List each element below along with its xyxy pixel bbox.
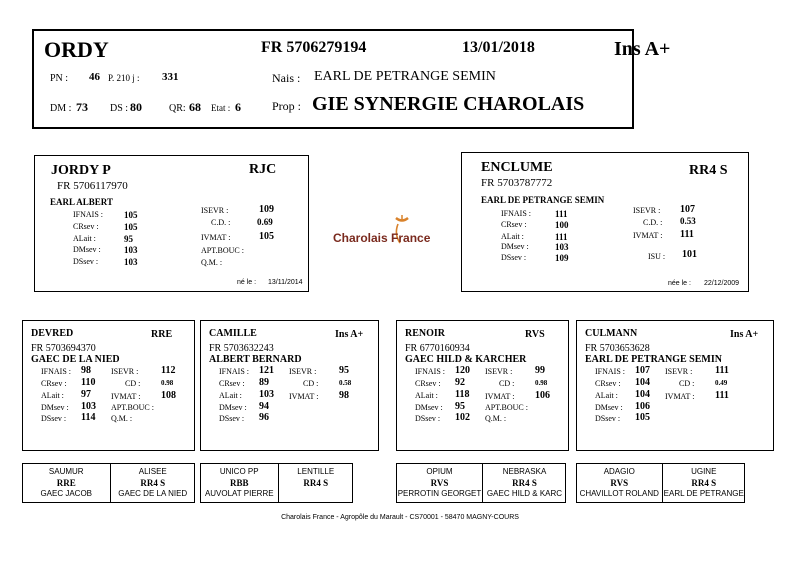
grandparent-ifnais-label: IFNAIS : <box>41 367 72 376</box>
pn-value: 46 <box>89 71 100 83</box>
sire-aptbouc-label: APT.BOUC : <box>201 246 244 255</box>
great-grandparent-grade: RR4 S <box>512 478 537 488</box>
grandparent-dmsev: 94 <box>259 401 269 412</box>
sire-dssev-label: DSsev : <box>73 257 99 266</box>
great-grandparent-grade: RVS <box>430 478 449 488</box>
pn-label: PN : <box>50 73 69 84</box>
grandparent-dmsev: 95 <box>455 401 465 412</box>
grandparent-qm-label: Q.M. : <box>111 414 133 423</box>
p210-label: P. 210 j : <box>108 73 140 83</box>
grandparent-card <box>22 320 195 451</box>
grandparent-alait: 118 <box>455 389 470 400</box>
grandparent-dmsev: 106 <box>635 401 650 412</box>
grandparent-name: DEVRED <box>31 328 74 339</box>
grandparent-isevr-label: ISEVR : <box>289 367 317 376</box>
sire-birth-date: 13/11/2014 <box>268 279 303 286</box>
great-grandparent-grade: RRE <box>56 478 76 488</box>
grandparent-dssev: 114 <box>81 412 96 423</box>
dam-cd: 0.53 <box>680 216 696 226</box>
dam-isevr-label: ISEVR : <box>633 206 661 215</box>
grandparent-alait-label: ALait : <box>415 391 438 400</box>
grandparent-cd-label: CD : <box>679 379 695 388</box>
sire-ivmat: 105 <box>259 231 274 242</box>
grandparent-crsev-label: CRsev : <box>595 379 621 388</box>
grandparent-alait-label: ALait : <box>595 391 618 400</box>
charolais-france-logo <box>330 210 450 250</box>
grandparent-aptbouc-label: APT.BOUC : <box>111 403 154 412</box>
grandparent-grade: Ins A+ <box>335 329 364 340</box>
grandparent-isevr: 95 <box>339 365 349 376</box>
grandparent-crsev: 104 <box>635 377 650 388</box>
sire-dssev: 103 <box>124 257 138 267</box>
sire-dmsev: 103 <box>124 245 138 255</box>
grandparent-dmsev-label: DMsev : <box>41 403 69 412</box>
great-grandparent-breeder: EARL DE PETRANGE <box>663 489 744 498</box>
sire-crsev-label: CRsev : <box>73 222 99 231</box>
great-grandparent-name: SAUMUR <box>48 467 84 476</box>
sire-grade: RJC <box>249 162 277 177</box>
great-grandparent-pair <box>576 463 745 503</box>
grandparent-crsev-label: CRsev : <box>415 379 441 388</box>
dam-breeder: EARL DE PETRANGE SEMIN <box>481 195 605 205</box>
great-grandparent <box>482 464 567 502</box>
great-grandparent <box>577 464 662 502</box>
etat-label: Etat : <box>211 103 231 113</box>
animal-grade: Ins A+ <box>614 38 671 60</box>
dam-ivmat: 111 <box>680 229 694 240</box>
grandparent-breeder: ALBERT BERNARD <box>209 354 302 365</box>
great-grandparent-name: OPIUM <box>426 467 453 476</box>
sire-card <box>34 155 309 292</box>
grandparent-isevr-label: ISEVR : <box>665 367 693 376</box>
sire-ifnais-label: IFNAIS : <box>73 210 104 219</box>
sire-isevr-label: ISEVR : <box>201 206 229 215</box>
grandparent-aptbouc-label: APT.BOUC : <box>485 403 528 412</box>
grandparent-dssev: 102 <box>455 412 470 423</box>
dam-dssev: 109 <box>555 253 569 263</box>
ds-label: DS : <box>110 103 129 114</box>
grandparent-crsev: 89 <box>259 377 269 388</box>
great-grandparent-name: UGINE <box>691 467 717 476</box>
great-grandparent-name: NEBRASKA <box>502 467 547 476</box>
great-grandparent <box>110 464 197 502</box>
grandparent-id: FR 6770160934 <box>405 343 470 354</box>
sire-id: FR 5706117970 <box>57 180 128 192</box>
footer-address: Charolais France - Agropôle du Marault - CS70001 - 58470 MAGNY-COURS <box>281 514 519 521</box>
sire-crsev: 105 <box>124 222 138 232</box>
grandparent-ivmat-label: IVMAT : <box>289 392 319 401</box>
dam-crsev-label: CRsev : <box>501 220 527 229</box>
sire-cd-label: C.D. : <box>211 218 231 227</box>
grandparent-card <box>576 320 774 451</box>
great-grandparent-grade: RR4 S <box>140 478 166 488</box>
grandparent-ifnais-label: IFNAIS : <box>219 367 250 376</box>
grandparent-ivmat: 98 <box>339 390 349 401</box>
grandparent-cd: 0.49 <box>715 379 728 387</box>
great-grandparent-grade: RBB <box>229 478 249 488</box>
dam-ifnais: 111 <box>555 209 568 219</box>
grandparent-dssev-label: DSsev : <box>219 414 245 423</box>
great-grandparent-name: ALISEE <box>138 467 167 476</box>
sire-ivmat-label: IVMAT : <box>201 233 231 242</box>
great-grandparent-grade: RR4 S <box>303 478 329 488</box>
grandparent-crsev: 110 <box>81 377 96 388</box>
great-grandparent <box>23 464 110 502</box>
grandparent-id: FR 5703632243 <box>209 343 274 354</box>
sire-cd: 0.69 <box>257 217 273 227</box>
great-grandparent-pair <box>200 463 353 503</box>
sire-qm-label: Q.M. : <box>201 258 223 267</box>
great-grandparent-name: UNICO PP <box>219 467 259 476</box>
grandparent-card <box>396 320 569 451</box>
grandparent-alait-label: ALait : <box>219 391 242 400</box>
grandparent-ivmat: 108 <box>161 390 176 401</box>
grandparent-dmsev-label: DMsev : <box>415 403 443 412</box>
great-grandparent-pair <box>396 463 566 503</box>
grandparent-ifnais-label: IFNAIS : <box>415 367 446 376</box>
sire-name: JORDY P <box>51 163 111 178</box>
p210-value: 331 <box>162 71 179 83</box>
grandparent-ivmat-label: IVMAT : <box>665 392 695 401</box>
grandparent-ifnais: 120 <box>455 365 470 376</box>
grandparent-dssev-label: DSsev : <box>415 414 441 423</box>
great-grandparent-breeder: CHAVILLOT ROLAND <box>579 489 659 498</box>
grandparent-ifnais-label: IFNAIS : <box>595 367 626 376</box>
great-grandparent-breeder: GAEC DE LA NIED <box>118 489 188 498</box>
ds-value: 80 <box>130 100 142 114</box>
dam-dssev-label: DSsev : <box>501 253 527 262</box>
grandparent-alait: 97 <box>81 389 91 400</box>
animal-name: ORDY <box>44 37 109 62</box>
prop-value: GIE SYNERGIE CHAROLAIS <box>312 93 585 115</box>
dm-label: DM : <box>50 103 72 114</box>
grandparent-dssev-label: DSsev : <box>595 414 621 423</box>
great-grandparent-breeder: GAEC JACOB <box>40 489 93 498</box>
grandparent-cd: 0.58 <box>339 379 352 387</box>
grandparent-card <box>200 320 379 451</box>
sire-isevr: 109 <box>259 204 274 215</box>
grandparent-ivmat: 111 <box>715 390 729 401</box>
dam-isu: 101 <box>682 249 697 260</box>
grandparent-grade: RRE <box>151 329 173 340</box>
dam-dmsev-label: DMsev : <box>501 242 529 251</box>
grandparent-breeder: GAEC HILD & KARCHER <box>405 354 527 365</box>
sire-ifnais: 105 <box>124 210 138 220</box>
dam-birth-date: 22/12/2009 <box>704 280 740 287</box>
great-grandparent-pair <box>22 463 195 503</box>
logo-text: Charolais France <box>333 231 431 245</box>
grandparent-crsev: 92 <box>455 377 465 388</box>
grandparent-name: CAMILLE <box>209 328 257 339</box>
great-grandparent-name: ADAGIO <box>603 467 635 476</box>
grandparent-breeder: GAEC DE LA NIED <box>31 354 120 365</box>
grandparent-alait: 103 <box>259 389 274 400</box>
great-grandparent-grade: RVS <box>610 478 629 488</box>
grandparent-ifnais: 107 <box>635 365 650 376</box>
great-grandparent <box>278 464 355 502</box>
grandparent-grade: Ins A+ <box>730 329 759 340</box>
sire-breeder: EARL ALBERT <box>50 197 113 207</box>
dam-alait-label: ALait : <box>501 232 524 241</box>
dam-birth-label: née le : <box>668 280 691 287</box>
grandparent-grade: RVS <box>525 329 545 340</box>
grandparent-alait-label: ALait : <box>41 391 64 400</box>
dam-grade: RR4 S <box>689 163 728 178</box>
qr-value: 68 <box>189 100 201 114</box>
grandparent-crsev-label: CRsev : <box>41 379 67 388</box>
prop-label: Prop : <box>272 99 302 113</box>
grandparent-breeder: EARL DE PETRANGE SEMIN <box>585 354 722 365</box>
great-grandparent <box>201 464 278 502</box>
dam-dmsev: 103 <box>555 242 569 252</box>
grandparent-cd-label: CD : <box>499 379 515 388</box>
sire-alait-label: ALait : <box>73 234 96 243</box>
grandparent-isevr: 111 <box>715 365 729 376</box>
animal-header <box>32 29 671 129</box>
dam-isu-label: ISU : <box>648 252 666 261</box>
dam-ivmat-label: IVMAT : <box>633 231 663 240</box>
grandparent-alait: 104 <box>635 389 650 400</box>
dam-crsev: 100 <box>555 220 569 230</box>
grandparent-name: CULMANN <box>585 328 638 339</box>
grandparent-id: FR 5703694370 <box>31 343 96 354</box>
great-grandparent-breeder: GAEC HILD & KARC <box>486 489 563 498</box>
nais-label: Nais : <box>272 71 301 85</box>
etat-value: 6 <box>235 100 241 114</box>
great-grandparent-breeder: AUVOLAT PIERRE <box>204 489 274 498</box>
sire-dmsev-label: DMsev : <box>73 245 101 254</box>
grandparent-ifnais: 121 <box>259 365 274 376</box>
sire-birth-label: né le : <box>237 279 257 286</box>
dam-alait: 111 <box>555 232 568 242</box>
grandparent-isevr: 99 <box>535 365 545 376</box>
grandparent-cd-label: CD : <box>125 379 141 388</box>
grandparent-ifnais: 98 <box>81 365 91 376</box>
nais-value: EARL DE PETRANGE SEMIN <box>314 69 496 84</box>
great-grandparent-breeder: PERROTIN GEORGET <box>397 489 482 498</box>
grandparent-ivmat: 106 <box>535 390 550 401</box>
animal-date: 13/01/2018 <box>462 39 535 56</box>
dam-name: ENCLUME <box>481 160 553 175</box>
sire-alait: 95 <box>124 234 133 244</box>
dam-card <box>461 152 749 292</box>
great-grandparent-grade: RR4 S <box>691 478 717 488</box>
great-grandparent <box>397 464 482 502</box>
great-grandparent <box>662 464 747 502</box>
grandparent-dmsev-label: DMsev : <box>219 403 247 412</box>
grandparent-dmsev-label: DMsev : <box>595 403 623 412</box>
grandparent-name: RENOIR <box>405 328 446 339</box>
grandparent-isevr-label: ISEVR : <box>485 367 513 376</box>
dam-isevr: 107 <box>680 204 695 215</box>
grandparent-dssev: 96 <box>259 412 269 423</box>
grandparent-isevr-label: ISEVR : <box>111 367 139 376</box>
grandparent-ivmat-label: IVMAT : <box>111 392 141 401</box>
grandparent-dssev: 105 <box>635 412 650 423</box>
grandparent-isevr: 112 <box>161 365 176 376</box>
dam-ifnais-label: IFNAIS : <box>501 209 532 218</box>
grandparent-cd: 0.98 <box>161 379 174 387</box>
animal-id: FR 5706279194 <box>261 39 367 56</box>
grandparent-id: FR 5703653628 <box>585 343 650 354</box>
grandparent-cd: 0.98 <box>535 379 548 387</box>
grandparent-dmsev: 103 <box>81 401 96 412</box>
dam-id: FR 5703787772 <box>481 177 553 189</box>
great-grandparent-name: LENTILLE <box>297 467 335 476</box>
grandparent-cd-label: CD : <box>303 379 319 388</box>
grandparent-qm-label: Q.M. : <box>485 414 507 423</box>
qr-label: QR: <box>169 103 186 114</box>
grandparent-crsev-label: CRsev : <box>219 379 245 388</box>
grandparent-ivmat-label: IVMAT : <box>485 392 515 401</box>
dm-value: 73 <box>76 100 88 114</box>
grandparent-dssev-label: DSsev : <box>41 414 67 423</box>
dam-cd-label: C.D. : <box>643 218 663 227</box>
